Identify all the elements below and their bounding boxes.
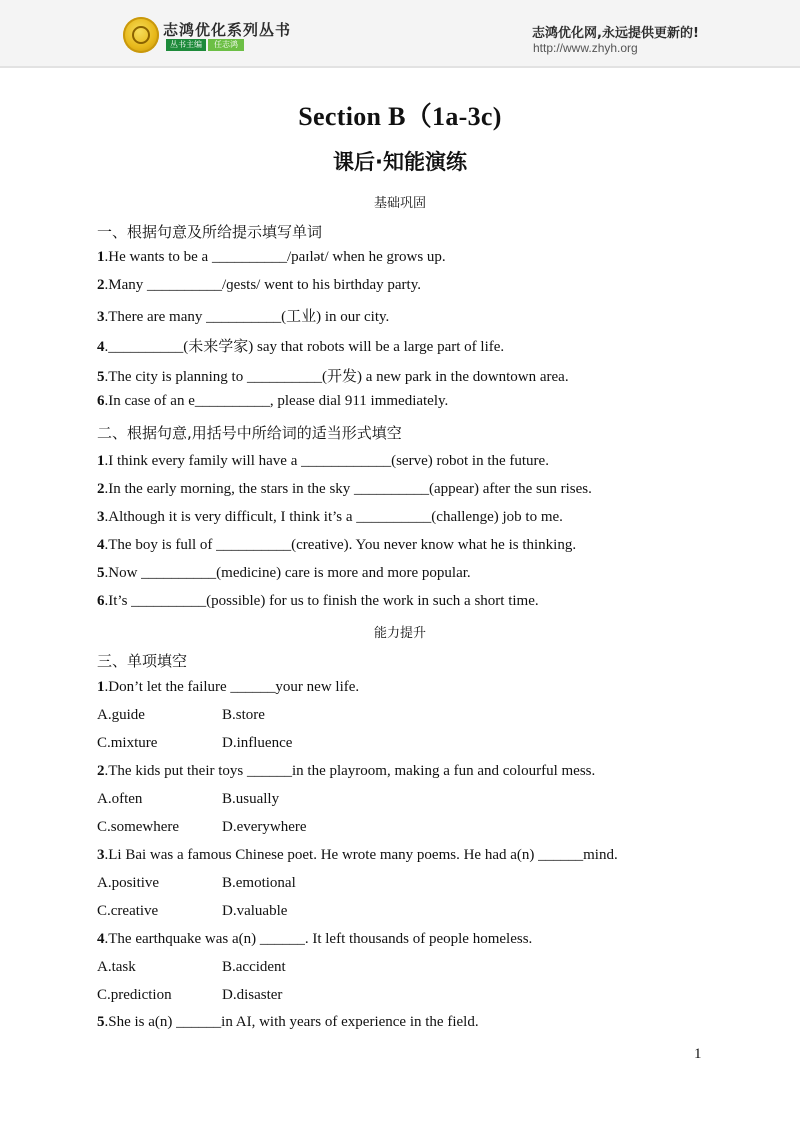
mc-question: 3.Li Bai was a famous Chinese poet. He wrote many poems. He had a(n) ______mind. [97,847,618,863]
page-number: 1 [694,1046,702,1062]
part2-item: 5.Now __________(medicine) care is more and more popular. [97,565,471,581]
page-subtitle: 课后·知能演练 [333,150,467,174]
mc-question: 2.The kids put their toys ______in the playroom, making a fun and colourful mess. [97,763,596,779]
part2-item: 6.It’s __________(possible) for us to finish the work in such a short time. [97,593,539,609]
mc-option: D.influence [222,735,293,751]
part1-item: 2.Many __________/ɡests/ went to his birthday party. [97,277,421,293]
part1-item: 1.He wants to be a __________/paɪlət/ when he grows up. [97,249,446,265]
editor-name: 任志鸿 [208,39,244,51]
basic-label: 基础巩固 [373,196,426,211]
part2-item: 3.Although it is very difficult, I think it’s a __________(challenge) job to me. [97,509,563,525]
part1-item: 4.__________(未来学家) say that robots will be a large part of life. [97,339,505,355]
mc-question: 1.Don’t let the failure ______your new life. [97,679,360,695]
page-title: Section B（1a-3c) [298,102,502,131]
part2-heading: 二、根据句意,用括号中所给词的适当形式填空 [97,424,402,442]
mc-option: A.often [97,791,143,807]
mc-option: D.disaster [222,987,283,1003]
mc-option: C.mixture [97,735,158,751]
part3-heading: 三、单项填空 [97,652,188,670]
mc-option: B.accident [222,959,286,975]
part1-heading: 一、根据句意及所给提示填写单词 [97,223,323,241]
mc-option: A.positive [97,875,160,891]
part2-item: 1.I think every family will have a ____________(serve) robot in the future. [97,453,549,469]
header-url[interactable]: http://www.zhyh.org [533,41,638,55]
header-divider [0,66,800,68]
editor-label: 丛书主编 [166,39,206,51]
part1-item: 6.In case of an e__________, please dial 911 immediately. [97,393,449,409]
mc-option: A.guide [97,707,145,723]
mc-option: A.task [97,959,136,975]
part1-item: 3.There are many __________(工业) in our city. [97,309,390,325]
mc-question: 4.The earthquake was a(n) ______. It left thousands of people homeless. [97,931,533,947]
part2-item: 2.In the early morning, the stars in the sky __________(appear) after the sun rises. [97,481,592,497]
mc-option: B.usually [222,791,280,807]
publisher-logo-icon [123,17,159,53]
mc-question: 5.She is a(n) ______in AI, with years of experience in the field. [97,1014,479,1030]
mc-option: B.emotional [222,875,296,891]
header-slogan: 志鸿优化网,永远提供更新的! [532,26,699,41]
mc-option: D.valuable [222,903,288,919]
series-title: 志鸿优化系列丛书 [163,21,292,39]
mc-option: C.creative [97,903,159,919]
part2-item: 4.The boy is full of __________(creative). You never know what he is thinking. [97,537,577,553]
mc-option: D.everywhere [222,819,307,835]
advanced-label: 能力提升 [373,626,426,641]
mc-option: C.somewhere [97,819,180,835]
mc-option: B.store [222,707,265,723]
mc-option: C.prediction [97,987,172,1003]
part1-item: 5.The city is planning to __________(开发) a new park in the downtown area. [97,369,569,385]
